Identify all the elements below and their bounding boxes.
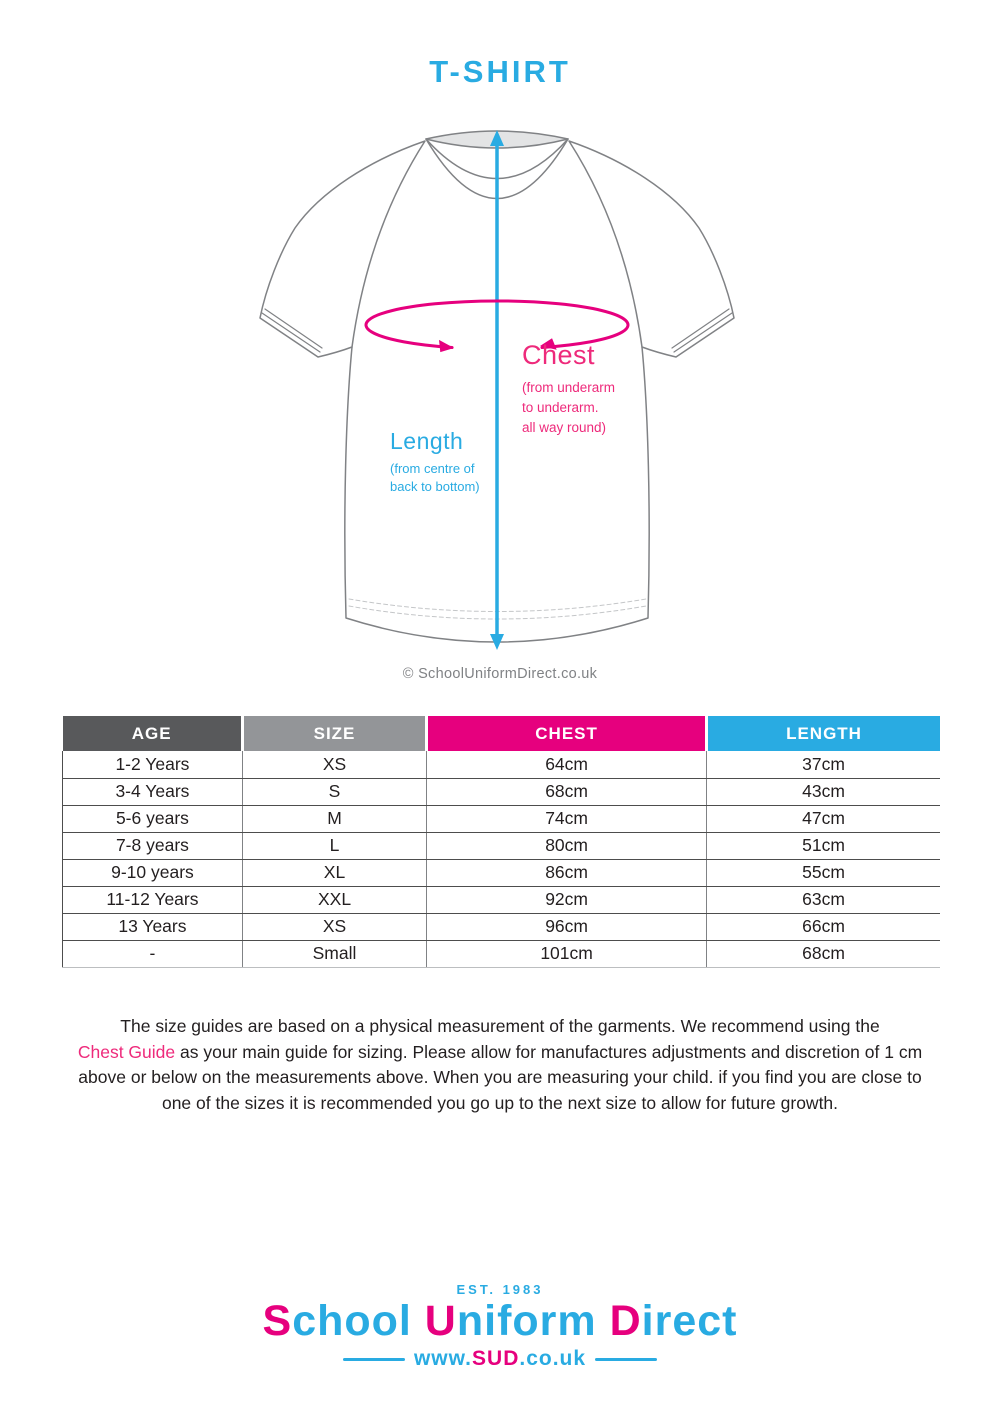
cell-age: 7-8 years <box>63 832 243 859</box>
left-dash-line <box>343 1358 405 1361</box>
cell-size: L <box>242 832 426 859</box>
table-row <box>63 940 941 967</box>
cell-length: 66cm <box>707 913 940 940</box>
chest-label-title: Chest <box>522 340 596 370</box>
cell-size: XXL <box>242 886 426 913</box>
length-arrow <box>490 130 504 650</box>
cell-size: XL <box>242 859 426 886</box>
brand-logo-text: School Uniform Direct <box>262 1297 738 1345</box>
cell-age: - <box>63 940 243 967</box>
cell-size: S <box>242 778 426 805</box>
cell-chest: 86cm <box>427 859 707 886</box>
header-chest: CHEST <box>427 716 707 751</box>
length-label-title: Length <box>390 428 464 454</box>
table-row <box>63 778 941 805</box>
tshirt-diagram <box>240 110 760 660</box>
cell-chest: 74cm <box>427 805 707 832</box>
cell-length: 51cm <box>707 832 940 859</box>
cell-length: 63cm <box>707 886 940 913</box>
cell-chest: 92cm <box>427 886 707 913</box>
cell-chest: 80cm <box>427 832 707 859</box>
cell-size: XS <box>242 913 426 940</box>
cell-length: 55cm <box>707 859 940 886</box>
cell-length: 47cm <box>707 805 940 832</box>
cell-size: M <box>242 805 426 832</box>
cell-chest: 101cm <box>427 940 707 967</box>
size-chart-table <box>62 716 940 968</box>
table-row <box>63 751 941 778</box>
chest-label-sub: (from underarm to underarm. all way round) <box>522 380 616 435</box>
table-row <box>63 859 941 886</box>
cell-age: 11-12 Years <box>63 886 243 913</box>
table-header-row <box>63 716 941 751</box>
header-age: AGE <box>63 716 243 751</box>
cell-age: 3-4 Years <box>63 778 243 805</box>
cell-age: 9-10 years <box>63 859 243 886</box>
length-measure-label <box>390 428 480 496</box>
cell-chest: 64cm <box>427 751 707 778</box>
chest-guide-highlight: Chest Guide <box>77 1041 176 1062</box>
chest-measure-label <box>522 340 615 438</box>
copyright-text: © SchoolUniformDirect.co.uk <box>402 666 598 682</box>
cell-size: Small <box>242 940 426 967</box>
note-line: above or below on the measurements above. When you are measuring your child. if you find you are close to <box>78 1067 922 1087</box>
header-size: SIZE <box>242 716 426 751</box>
cell-age: 13 Years <box>63 913 243 940</box>
cell-length: 43cm <box>707 778 940 805</box>
note-line: one of the sizes it is recommended you go up to the next size to allow for future growth. <box>161 1092 839 1113</box>
cell-age: 5-6 years <box>63 805 243 832</box>
website-url-row <box>0 1347 1000 1371</box>
right-dash-line <box>595 1358 657 1361</box>
tshirt-illustration <box>240 110 760 660</box>
header-length: LENGTH <box>707 716 940 751</box>
cell-length: 68cm <box>707 940 940 967</box>
cell-age: 1-2 Years <box>63 751 243 778</box>
cell-size: XS <box>242 751 426 778</box>
sizing-note <box>50 1014 950 1116</box>
note-line: The size guides are based on a physical measurement of the garments. We recommend using the <box>120 1016 880 1036</box>
cell-chest: 68cm <box>427 778 707 805</box>
established-text: EST. 1983 <box>456 1282 544 1297</box>
length-label-sub: (from centre of back to bottom) <box>390 461 480 494</box>
table-row <box>63 886 941 913</box>
brand-footer <box>0 1282 1000 1371</box>
page-title: T-SHIRT <box>429 54 571 89</box>
cell-chest: 96cm <box>427 913 707 940</box>
table-row <box>63 805 941 832</box>
website-url: www.SUD.co.uk <box>413 1347 587 1371</box>
table-row <box>63 832 941 859</box>
note-line: Chest Guide as your main guide for sizing. Please allow for manufactures adjustments and discretion of 1 cm <box>77 1041 923 1062</box>
cell-length: 37cm <box>707 751 940 778</box>
table-row <box>63 913 941 940</box>
